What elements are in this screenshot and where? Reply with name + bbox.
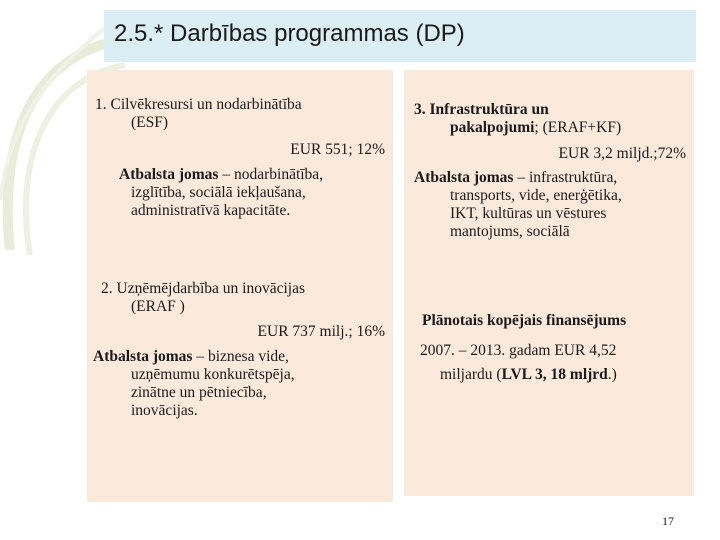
dp1-support-line2: izglītība, sociālā iekļaušana,: [131, 184, 306, 201]
dp1-support-line1: Atbalsta jomas – nodarbinātība,: [119, 166, 324, 183]
title-bar: [104, 10, 696, 62]
dp3-heading-line2: pakalpojumi; (ERAF+KF): [450, 119, 622, 136]
dp1-support-line3: administratīvā kapacitāte.: [131, 202, 291, 219]
dp1-funding: EUR 551; 12%: [290, 141, 385, 158]
dp2-heading-line2: (ERAF ): [131, 298, 185, 315]
dp2-support-line3: zinātne un pētniecība,: [131, 384, 267, 401]
total-funding-heading: Plānotais kopējais finansējums: [422, 312, 627, 329]
dp2-support-line2: uzņēmumu konkurētspēja,: [131, 366, 295, 383]
dp3-support-line3: IKT, kultūras un vēstures: [450, 205, 607, 222]
total-funding-line1: 2007. – 2013. gadam EUR 4,52: [420, 342, 617, 359]
dp3-support-line4: mantojums, sociālā: [450, 223, 570, 240]
dp2-heading-line1: 2. Uzņēmējdarbība un inovācijas: [101, 280, 306, 297]
dp1-heading-line2: (ESF): [131, 114, 169, 131]
dp3-support-line1: Atbalsta jomas – infrastruktūra,: [414, 169, 618, 186]
slide-title: 2.5.* Darbības programmas (DP): [114, 20, 465, 47]
dp2-support-line4: inovācijas.: [131, 402, 198, 419]
dp1-heading-line1: 1. Cilvēkresursi un nodarbinātība: [95, 96, 302, 113]
dp3-support-line2: transports, vide, enerģētika,: [450, 187, 622, 204]
total-funding-line2: miljardu (LVL 3, 18 mljrd.): [440, 366, 617, 383]
dp3-funding: EUR 3,2 miljd.;72%: [558, 145, 686, 162]
slide-number: 17: [662, 514, 674, 528]
right-panel: [404, 70, 694, 496]
dp2-funding: EUR 737 milj.; 16%: [257, 323, 385, 340]
dp3-heading-line1: 3. Infrastruktūra un: [414, 101, 549, 118]
left-panel: [87, 70, 393, 502]
dp2-support-line1: Atbalsta jomas – biznesa vide,: [93, 348, 289, 365]
